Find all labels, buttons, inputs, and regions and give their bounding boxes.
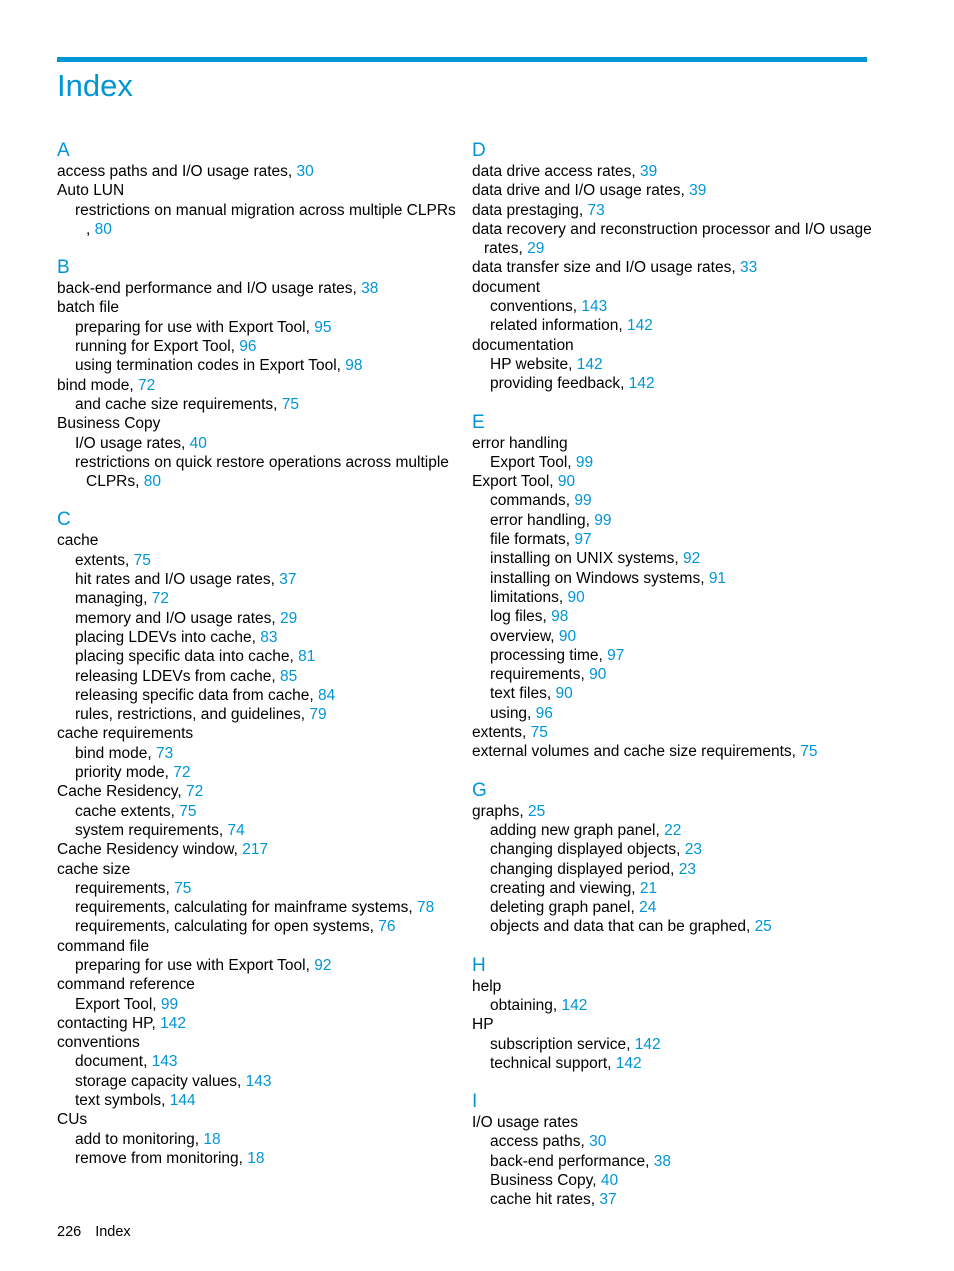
page-link[interactable]: 90 xyxy=(557,473,576,491)
index-term: HP xyxy=(472,1016,494,1034)
index-subentry xyxy=(472,530,872,549)
index-term: bind mode, xyxy=(57,376,138,394)
index-term: Export Tool, xyxy=(490,453,576,471)
index-subentry xyxy=(472,665,872,684)
page-link[interactable]: 90 xyxy=(555,685,573,703)
index-term: data transfer size and I/O usage rates, xyxy=(472,259,740,277)
index-term: add to monitoring, xyxy=(75,1130,204,1148)
page-link[interactable]: 90 xyxy=(558,627,577,645)
page-link[interactable]: 75 xyxy=(281,395,300,413)
page-link[interactable]: 76 xyxy=(378,918,396,936)
index-subentry xyxy=(57,570,452,589)
index-term: graphs, xyxy=(472,802,529,820)
index-entry xyxy=(57,531,452,550)
index-term: releasing LDEVs from cache, xyxy=(75,667,281,685)
index-letter-heading: H xyxy=(472,954,486,976)
index-entry xyxy=(472,162,872,181)
index-term: memory and I/O usage rates, xyxy=(75,609,281,627)
index-term: external volumes and cache size requirements, xyxy=(472,743,801,761)
index-term: requirements, xyxy=(490,666,590,684)
index-entry xyxy=(57,1014,452,1033)
page-link[interactable]: 74 xyxy=(227,821,245,839)
page-link[interactable]: 73 xyxy=(156,744,174,762)
index-subentry xyxy=(472,374,872,393)
page-link[interactable]: 30 xyxy=(589,1133,607,1151)
index-subentry xyxy=(57,995,452,1014)
index-subentry xyxy=(57,647,452,666)
index-entry xyxy=(472,181,872,200)
index-subentry xyxy=(57,1091,452,1110)
index-term: releasing specific data from cache, xyxy=(75,686,318,704)
index-term: conventions, xyxy=(490,298,582,316)
index-term: system requirements, xyxy=(75,821,228,839)
index-term: managing, xyxy=(75,590,152,608)
page-link[interactable]: 142 xyxy=(615,1054,642,1072)
index-term: providing feedback, xyxy=(490,375,629,393)
index-term: adding new graph panel, xyxy=(490,821,665,839)
page-link[interactable]: 80 xyxy=(94,220,112,238)
index-term: objects and data that can be graphed, xyxy=(490,918,755,936)
index-term: placing specific data into cache, xyxy=(75,648,299,666)
index-term: Auto LUN xyxy=(57,182,125,200)
index-term: Business Copy, xyxy=(490,1172,601,1190)
index-subentry xyxy=(472,588,872,607)
index-term: log files, xyxy=(490,608,552,626)
index-entry xyxy=(57,937,452,956)
page-link[interactable]: 99 xyxy=(574,492,592,510)
page-link[interactable]: 39 xyxy=(640,163,658,180)
index-entry xyxy=(472,201,872,220)
index-entry xyxy=(472,977,872,996)
index-entry xyxy=(472,742,872,761)
index-entry xyxy=(472,472,872,491)
page-link[interactable]: 217 xyxy=(242,841,269,859)
index-subentry xyxy=(472,1054,872,1073)
index-subentry xyxy=(57,1149,452,1168)
index-subentry xyxy=(472,821,872,840)
page-link[interactable]: 29 xyxy=(527,240,545,258)
index-entry xyxy=(57,162,452,181)
index-term: data drive access rates, xyxy=(472,163,640,180)
page-link[interactable]: 142 xyxy=(628,375,655,393)
page-link[interactable]: 90 xyxy=(567,588,585,606)
page-link[interactable]: 21 xyxy=(639,879,658,897)
index-subentry xyxy=(57,705,452,724)
index-term: priority mode, xyxy=(75,764,174,782)
page-link[interactable]: 38 xyxy=(361,280,379,298)
index-subentry xyxy=(472,355,872,374)
index-term: Business Copy xyxy=(57,415,161,433)
index-term: I/O usage rates xyxy=(472,1114,578,1132)
index-subentry xyxy=(57,686,452,705)
index-term: CUs xyxy=(57,1111,88,1129)
index-subentry xyxy=(57,609,452,628)
index-subentry xyxy=(472,569,872,588)
index-subentry xyxy=(472,879,872,898)
page-link[interactable]: 72 xyxy=(185,783,204,801)
index-subentry xyxy=(57,201,456,220)
index-term: limitations, xyxy=(490,588,568,606)
page-link[interactable]: 90 xyxy=(589,666,607,684)
index-term: related information, xyxy=(490,317,627,335)
page-link[interactable]: 39 xyxy=(689,182,707,200)
page-link[interactable]: 72 xyxy=(151,590,169,608)
page-link[interactable]: 73 xyxy=(587,201,605,219)
index-subentry xyxy=(472,316,872,335)
page-link[interactable]: 22 xyxy=(664,821,682,839)
index-letter-heading: C xyxy=(57,509,71,531)
index-subentry xyxy=(57,318,452,337)
header-rule xyxy=(57,57,867,62)
index-term: Cache Residency, xyxy=(57,783,186,801)
index-entry xyxy=(472,434,872,453)
index-entry xyxy=(472,723,872,742)
index-term: command file xyxy=(57,937,150,955)
index-term: back-end performance and I/O usage rates, xyxy=(57,280,362,298)
index-entry xyxy=(57,840,452,859)
index-term: text symbols, xyxy=(75,1092,170,1110)
page-link[interactable]: 143 xyxy=(151,1053,178,1071)
page-link[interactable]: 97 xyxy=(574,531,592,549)
page-link[interactable]: 85 xyxy=(280,667,298,685)
index-letter-heading: D xyxy=(472,140,486,161)
page-number: 226 xyxy=(57,1224,82,1240)
page-link[interactable]: 98 xyxy=(345,357,363,375)
index-letter-heading: B xyxy=(57,257,70,279)
index-subentry xyxy=(57,395,452,414)
index-subentry xyxy=(472,491,872,510)
page-link[interactable]: 144 xyxy=(169,1092,196,1110)
page-link[interactable]: 97 xyxy=(607,646,625,664)
index-term: help xyxy=(472,977,502,995)
index-subentry xyxy=(57,667,452,686)
page-link[interactable]: 143 xyxy=(245,1072,272,1090)
page-link[interactable]: 75 xyxy=(800,743,818,761)
index-entry xyxy=(57,376,452,395)
index-entry xyxy=(57,1110,452,1129)
index-term: creating and viewing, xyxy=(490,879,640,897)
page-link[interactable]: 18 xyxy=(203,1130,221,1148)
footer-label: Index xyxy=(95,1224,131,1240)
index-term: subscription service, xyxy=(490,1035,635,1053)
index-entry xyxy=(57,782,452,801)
index-term: error handling, xyxy=(490,511,595,529)
page-link[interactable]: 25 xyxy=(754,918,772,936)
index-subentry xyxy=(472,917,872,936)
index-term: rates, xyxy=(484,240,528,258)
index-entry xyxy=(57,298,452,317)
index-subentry xyxy=(57,551,452,570)
index-term: requirements, calculating for mainframe systems, xyxy=(75,899,417,917)
index-subentry xyxy=(57,879,452,898)
page-link[interactable]: 72 xyxy=(173,764,191,782)
index-term: restrictions on manual migration across multiple CLPRs xyxy=(75,201,456,219)
index-term: error handling xyxy=(472,434,568,452)
index-entry xyxy=(57,414,452,433)
index-term: obtaining, xyxy=(490,996,562,1014)
index-subentry xyxy=(472,1152,872,1171)
page-link[interactable]: 38 xyxy=(653,1152,671,1170)
index-term: Export Tool, xyxy=(472,473,558,491)
index-term: requirements, xyxy=(75,879,175,897)
section-gap xyxy=(472,762,872,780)
index-term: back-end performance, xyxy=(490,1152,654,1170)
index-term: data recovery and reconstruction processor and I/O usage xyxy=(472,220,872,238)
index-term: technical support, xyxy=(490,1054,616,1072)
index-term: access paths, xyxy=(490,1133,590,1151)
index-term: document xyxy=(472,278,541,296)
index-term: preparing for use with Export Tool, xyxy=(75,318,315,336)
index-term: cache size xyxy=(57,860,131,878)
index-term: and cache size requirements, xyxy=(75,395,282,413)
index-subentry xyxy=(57,956,452,975)
page-link[interactable]: 83 xyxy=(260,628,278,646)
section-gap xyxy=(472,937,872,955)
page-link[interactable]: 25 xyxy=(528,802,546,820)
page-link[interactable]: 37 xyxy=(599,1191,617,1209)
index-term: processing time, xyxy=(490,646,608,664)
page-link[interactable]: 142 xyxy=(627,317,653,335)
index-term: I/O usage rates, xyxy=(75,434,190,452)
index-term: data drive and I/O usage rates, xyxy=(472,182,690,200)
page-link[interactable]: 80 xyxy=(143,473,161,491)
index-subentry xyxy=(57,337,452,356)
index-subentry xyxy=(472,646,872,665)
page-link[interactable]: 79 xyxy=(309,706,327,724)
index-term: installing on UNIX systems, xyxy=(490,550,683,568)
page-link[interactable]: 92 xyxy=(314,956,332,974)
index-term: overview, xyxy=(490,627,559,645)
index-entry xyxy=(472,1113,872,1132)
index-subentry xyxy=(472,607,872,626)
index-subentry xyxy=(472,898,872,917)
page-link[interactable]: 40 xyxy=(600,1172,619,1190)
page-link[interactable]: 95 xyxy=(314,318,332,336)
index-term: extents, xyxy=(75,551,134,569)
page-link[interactable]: 99 xyxy=(160,995,179,1013)
index-entry xyxy=(472,336,872,355)
index-term: conventions xyxy=(57,1034,140,1052)
page-link[interactable]: 75 xyxy=(179,802,197,820)
index-term: requirements, calculating for open systems, xyxy=(75,918,379,936)
index-term: data prestaging, xyxy=(472,201,588,219)
section-gap xyxy=(57,491,452,509)
index-letter-heading: E xyxy=(472,411,485,433)
page-link[interactable]: 142 xyxy=(561,996,588,1014)
index-entry xyxy=(57,724,452,743)
page-link[interactable]: 75 xyxy=(530,724,548,742)
page-link[interactable]: 142 xyxy=(160,1014,186,1032)
index-term: cache extents, xyxy=(75,802,180,820)
index-term: contacting HP, xyxy=(57,1014,161,1032)
index-subentry xyxy=(472,297,872,316)
index-term: HP website, xyxy=(490,355,577,373)
section-gap xyxy=(472,1073,872,1091)
index-subentry xyxy=(57,802,452,821)
page-link[interactable]: 23 xyxy=(678,860,696,878)
index-term: batch file xyxy=(57,299,120,317)
index-subentry xyxy=(472,511,872,530)
index-entry xyxy=(57,1033,452,1052)
index-term: cache hit rates, xyxy=(490,1191,600,1209)
index-letter-heading: I xyxy=(472,1091,478,1113)
page-link[interactable]: 96 xyxy=(535,704,553,722)
index-term: Cache Residency window, xyxy=(57,841,243,859)
page-link[interactable]: 96 xyxy=(239,338,257,356)
index-term: rules, restrictions, and guidelines, xyxy=(75,706,310,724)
index-term: command reference xyxy=(57,976,195,994)
section-gap xyxy=(472,394,872,412)
index-term: document, xyxy=(75,1053,152,1071)
index-subentry xyxy=(57,917,452,936)
index-term: running for Export Tool, xyxy=(75,338,240,356)
index-subentry xyxy=(57,453,452,472)
index-subentry xyxy=(57,898,452,917)
page-link[interactable]: 18 xyxy=(247,1149,265,1167)
page-link[interactable]: 81 xyxy=(298,648,316,666)
index-term: deleting graph panel, xyxy=(490,899,640,917)
index-subentry xyxy=(472,840,872,859)
index-subentry xyxy=(472,239,872,258)
index-term: storage capacity values, xyxy=(75,1072,246,1090)
index-entry xyxy=(472,220,872,239)
index-subentry xyxy=(57,434,452,453)
index-subentry xyxy=(57,1130,452,1149)
index-subentry xyxy=(57,821,452,840)
page-link[interactable]: 75 xyxy=(174,879,192,897)
index-term: restrictions on quick restore operations across multiple xyxy=(75,453,449,471)
index-subentry xyxy=(57,1052,452,1071)
index-subentry xyxy=(472,704,872,723)
index-term: documentation xyxy=(472,336,574,354)
index-term: Export Tool, xyxy=(75,995,161,1013)
index-term: using termination codes in Export Tool, xyxy=(75,357,346,375)
page-link[interactable]: 98 xyxy=(551,608,569,626)
page-link[interactable]: 30 xyxy=(296,163,314,180)
index-subentry xyxy=(472,684,872,703)
page-link[interactable]: 78 xyxy=(416,899,435,917)
page-link[interactable]: 91 xyxy=(708,569,727,587)
index-term: cache xyxy=(57,532,99,550)
index-subentry xyxy=(472,627,872,646)
index-entry xyxy=(57,279,452,298)
index-subentry xyxy=(57,628,452,647)
index-subentry xyxy=(57,744,452,763)
index-term: cache requirements xyxy=(57,725,194,743)
index-term: remove from monitoring, xyxy=(75,1149,248,1167)
index-subentry xyxy=(472,860,872,879)
index-entry xyxy=(57,975,452,994)
index-letter-heading: G xyxy=(472,779,487,801)
index-entry xyxy=(472,802,872,821)
index-term: using, xyxy=(490,704,536,722)
page-link[interactable]: 72 xyxy=(138,376,156,394)
page-link[interactable]: 24 xyxy=(639,899,657,917)
index-entry xyxy=(472,278,872,297)
index-entry xyxy=(472,1015,872,1034)
index-subentry xyxy=(472,1132,872,1151)
index-term: preparing for use with Export Tool, xyxy=(75,956,315,974)
page-link[interactable]: 142 xyxy=(576,355,603,373)
page-link[interactable]: 143 xyxy=(581,298,608,316)
index-term: changing displayed objects, xyxy=(490,841,685,859)
index-subentry xyxy=(57,472,452,491)
index-term: changing displayed period, xyxy=(490,860,679,878)
page-title: Index xyxy=(57,68,133,103)
index-subentry xyxy=(472,996,872,1015)
page-footer xyxy=(57,1222,145,1242)
index-column-right xyxy=(472,140,872,1210)
index-subentry xyxy=(472,1190,872,1209)
index-term: , xyxy=(86,220,95,238)
page-link[interactable]: 37 xyxy=(279,571,297,589)
index-term: text files, xyxy=(490,685,556,703)
index-column-left xyxy=(57,140,456,1168)
page-link[interactable]: 29 xyxy=(280,609,298,627)
index-letter-heading: A xyxy=(57,140,70,161)
index-subentry xyxy=(57,356,452,375)
index-subentry xyxy=(472,1171,872,1190)
page-link[interactable]: 99 xyxy=(594,511,612,529)
index-term: commands, xyxy=(490,492,575,510)
index-entry xyxy=(472,258,872,277)
index-term: placing LDEVs into cache, xyxy=(75,628,261,646)
index-term: hit rates and I/O usage rates, xyxy=(75,571,280,589)
index-term: installing on Windows systems, xyxy=(490,569,709,587)
index-subentry xyxy=(57,1072,452,1091)
index-subentry xyxy=(57,763,452,782)
page-link[interactable]: 33 xyxy=(739,259,758,277)
index-subentry xyxy=(472,549,872,568)
index-subentry xyxy=(57,589,452,608)
page-link[interactable]: 92 xyxy=(682,550,701,568)
index-term: access paths and I/O usage rates, xyxy=(57,163,297,180)
section-gap xyxy=(57,239,452,257)
index-subentry xyxy=(57,220,452,239)
index-entry xyxy=(57,860,452,879)
page-link[interactable]: 99 xyxy=(575,453,594,471)
index-term: extents, xyxy=(472,724,531,742)
page-link[interactable]: 23 xyxy=(684,841,702,859)
index-entry xyxy=(57,181,452,200)
page-link[interactable]: 84 xyxy=(317,686,336,704)
page-link[interactable]: 40 xyxy=(189,434,207,452)
page-link[interactable]: 142 xyxy=(634,1035,661,1053)
index-term: CLPRs, xyxy=(86,473,144,491)
index-term: bind mode, xyxy=(75,744,156,762)
page-link[interactable]: 75 xyxy=(133,551,151,569)
index-subentry xyxy=(472,1035,872,1054)
index-subentry xyxy=(472,453,872,472)
index-term: file formats, xyxy=(490,531,575,549)
